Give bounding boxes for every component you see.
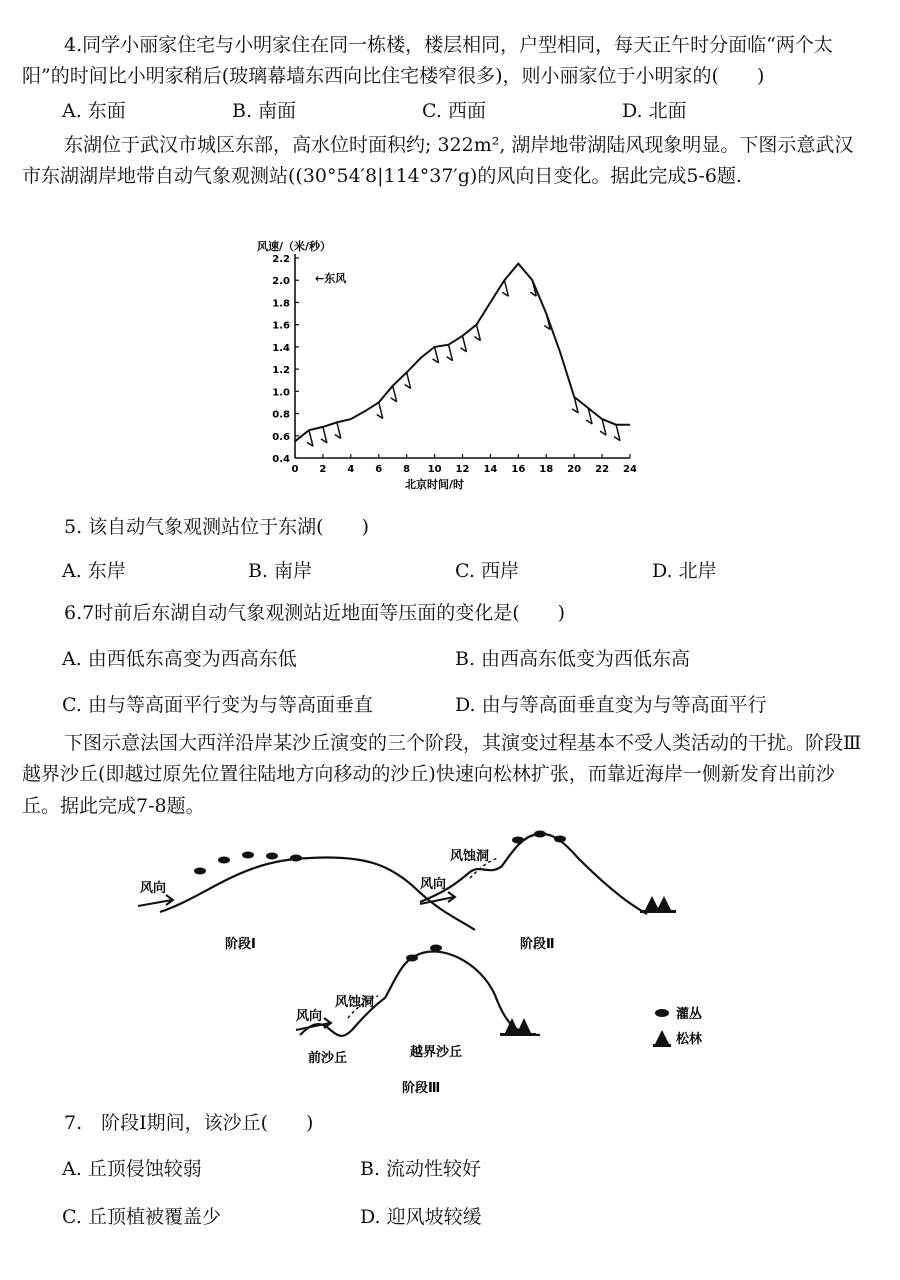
stage-1-dune-profile <box>160 857 475 930</box>
q4-option-b[interactable]: B. 南面 <box>232 100 297 122</box>
wind-barb <box>600 419 606 435</box>
wind-barb <box>377 402 383 418</box>
wind-barb <box>321 427 327 443</box>
q4-option-d[interactable]: D. 北面 <box>622 100 687 122</box>
wind-speed-chart <box>255 236 655 496</box>
pine-legend-label: 松林 <box>676 1032 703 1047</box>
stage-2-wind-label: 风向 <box>420 877 447 892</box>
intro-5-6: 东湖位于武汉市城区东部，高水位时面积约; 322m², 湖岸地带湖陆风现象明显。下图示意武汉市东湖湖岸地带自动气象观测站((30°54′8|114°37′g)的风向日变化。据此完成5-6题. <box>22 134 854 188</box>
q6-option-d[interactable]: D. 由与等高面垂直变为与等高面平行 <box>455 694 767 716</box>
stage-2-label: 阶段Ⅱ <box>520 937 555 952</box>
wind-barb <box>335 422 341 438</box>
q5-option-c[interactable]: C. 西岸 <box>455 560 519 582</box>
pine-legend-icon <box>655 1030 669 1044</box>
wind-barb <box>307 430 313 446</box>
q5-option-a[interactable]: A. 东岸 <box>62 560 126 582</box>
y-tick-label: 1.2 <box>272 365 290 377</box>
question-6-text: 6.7时前后东湖自动气象观测站近地面等压面的变化是( ) <box>64 602 566 624</box>
q5-option-b[interactable]: B. 南岸 <box>248 560 313 582</box>
question-5-text: 5. 该自动气象观测站位于东湖( ) <box>64 516 369 538</box>
q7-option-a[interactable]: A. 丘顶侵蚀较弱 <box>62 1158 202 1180</box>
wind-barb <box>461 336 467 352</box>
shrub-legend-label: 灌丛 <box>676 1007 703 1022</box>
stage-1-diagram <box>138 852 475 953</box>
stage-3-dune-profile <box>300 951 540 1035</box>
stage-3-wind-label: 风向 <box>296 1009 323 1024</box>
x-tick-label: 18 <box>539 464 554 475</box>
stage-2-shrubs <box>512 831 566 844</box>
x-tick-label: 14 <box>483 464 498 475</box>
x-tick-label: 20 <box>567 464 582 475</box>
x-tick-label: 24 <box>623 464 637 475</box>
stage-2-blowout-label: 风蚀洞 <box>450 849 490 864</box>
y-tick-label: 1.0 <box>272 387 290 399</box>
x-tick-label: 0 <box>291 464 299 475</box>
y-tick-label: 1.6 <box>272 320 290 332</box>
x-tick-label: 6 <box>375 464 383 475</box>
wind-barb <box>474 325 480 341</box>
q7-option-d[interactable]: D. 迎风坡较缓 <box>360 1206 482 1228</box>
question-7-text: 7. 阶段Ⅰ期间，该沙丘( ) <box>64 1112 314 1134</box>
dune-stages-figure <box>120 830 820 1105</box>
q7-option-c[interactable]: C. 丘顶植被覆盖少 <box>62 1206 221 1228</box>
stage-3-transgressive-label: 越界沙丘 <box>410 1045 463 1060</box>
x-tick-label: 12 <box>455 464 470 475</box>
chart-ylabel: 风速/（米/秒） <box>257 240 332 253</box>
x-tick-label: 22 <box>595 464 610 475</box>
question-5-options <box>62 556 882 586</box>
question-7-options-row2 <box>62 1202 882 1232</box>
x-tick-label: 2 <box>319 464 327 475</box>
dune-legend <box>653 1006 703 1047</box>
x-tick-label: 4 <box>347 464 355 475</box>
x-tick-label: 8 <box>403 464 411 475</box>
stage-3-blowout-label: 风蚀洞 <box>335 995 375 1010</box>
wind-barb <box>433 347 439 363</box>
chart-xlabel: 北京时间/时 <box>405 478 465 491</box>
stage-1-label: 阶段Ⅰ <box>225 937 256 952</box>
wind-barb <box>447 345 453 361</box>
stage-2-pines <box>640 896 676 913</box>
q7-option-b[interactable]: B. 流动性较好 <box>360 1158 482 1180</box>
shrub-legend-icon <box>655 1009 669 1017</box>
stage-3-diagram <box>296 945 540 1097</box>
chart-legend: ←东风 <box>315 272 347 285</box>
stage-1-wind-label: 风向 <box>140 881 167 896</box>
question-4-options <box>62 96 882 126</box>
chart-series-line <box>295 264 630 442</box>
y-tick-label: 1.8 <box>272 298 290 310</box>
q4-option-c[interactable]: C. 西面 <box>422 100 486 122</box>
q6-option-b[interactable]: B. 由西高东低变为西低东高 <box>455 648 691 670</box>
intro-7-8: 下图示意法国大西洋沿岸某沙丘演变的三个阶段，其演变过程基本不受人类活动的干扰。阶段Ⅲ越界沙丘(即越过原先位置往陆地方向移动的沙丘)快速向松林扩张，而靠近海岸一侧新发育出前沙丘。据此完成7-8题。 <box>22 732 862 817</box>
y-tick-label: 0.6 <box>272 431 290 443</box>
stage-3-foredune-label: 前沙丘 <box>308 1051 348 1066</box>
y-tick-label: 0.4 <box>272 454 290 465</box>
y-tick-label: 2.0 <box>272 276 290 288</box>
y-tick-label: 2.2 <box>272 254 290 265</box>
question-7-options-row1 <box>62 1154 882 1184</box>
question-6-options-row2 <box>62 690 882 720</box>
question-6-options-row1 <box>62 644 882 674</box>
stage-2-diagram <box>420 831 676 953</box>
stage-3-label: 阶段Ⅲ <box>402 1081 441 1096</box>
x-tick-label: 16 <box>511 464 526 475</box>
question-4-text: 4.同学小丽家住宅与小明家住在同一栋楼，楼层相同，户型相同，每天正午时分面临“两个太阳”的时间比小明家稍后(玻璃幕墙东西向比住宅楼窄很多)，则小丽家位于小明家的( ) <box>22 34 833 88</box>
y-tick-label: 0.8 <box>272 409 290 421</box>
y-tick-label: 1.4 <box>272 342 290 354</box>
stage-3-pines <box>500 1018 536 1036</box>
stage-2-dune-profile <box>420 834 647 914</box>
q5-option-d[interactable]: D. 北岸 <box>652 560 717 582</box>
x-tick-label: 10 <box>427 464 442 475</box>
wind-barb <box>614 425 620 441</box>
q4-option-a[interactable]: A. 东面 <box>62 100 126 122</box>
q6-option-c[interactable]: C. 由与等高面平行变为与等高面垂直 <box>62 694 373 716</box>
q6-option-a[interactable]: A. 由西低东高变为西高东低 <box>62 648 297 670</box>
